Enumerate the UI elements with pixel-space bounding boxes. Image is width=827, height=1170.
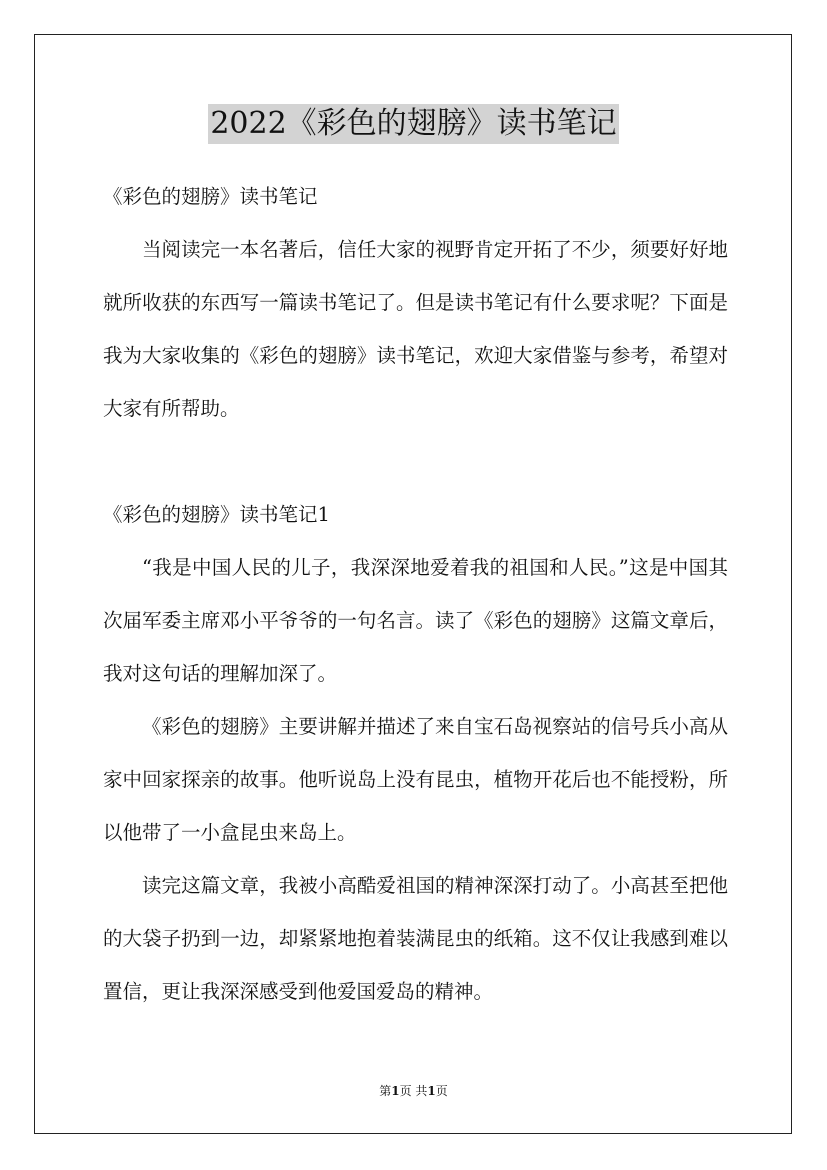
intro-paragraph: 当阅读完一本名著后，信任大家的视野肯定开拓了不少，须要好好地就所收获的东西写一篇读书笔记了。但是读书笔记有什么要求呢？下面是我为大家收集的《彩色的翅膀》读书笔记，欢迎大家借鉴与参考，希望对大家有所帮助。	[103, 238, 728, 420]
page-label-middle: 页 共	[399, 1084, 428, 1098]
document-body	[103, 170, 728, 1018]
total-page-number: 1	[427, 1084, 436, 1098]
section-spacer	[103, 435, 728, 488]
title-container	[0, 104, 827, 144]
body-paragraph: “我是中国人民的儿子，我深深地爱着我的祖国和人民。”这是中国其次届军委主席邓小平爷爷的一句名言。读了《彩色的翅膀》这篇文章后，我对这句话的理解加深了。	[103, 556, 728, 685]
current-page-number: 1	[391, 1084, 400, 1098]
page-footer	[0, 1083, 827, 1099]
body-paragraph: 读完这篇文章，我被小高酷爱祖国的精神深深打动了。小高甚至把他的大袋子扔到一边，却紧紧地抱着装满昆虫的纸箱。这不仅让我感到难以置信，更让我深深感受到他爱国爱岛的精神。	[103, 874, 728, 1003]
document-title: 2022《彩色的翅膀》读书笔记	[208, 104, 618, 144]
page-label-prefix: 第	[379, 1084, 392, 1098]
body-paragraph: 《彩色的翅膀》主要讲解并描述了来自宝石岛视察站的信号兵小高从家中回家探亲的故事。他听说岛上没有昆虫，植物开花后也不能授粉，所以他带了一小盒昆虫来岛上。	[103, 715, 728, 844]
intro-heading: 《彩色的翅膀》读书笔记	[103, 185, 318, 208]
page-label-suffix: 页	[435, 1084, 448, 1098]
section-heading: 《彩色的翅膀》读书笔记1	[103, 503, 330, 526]
